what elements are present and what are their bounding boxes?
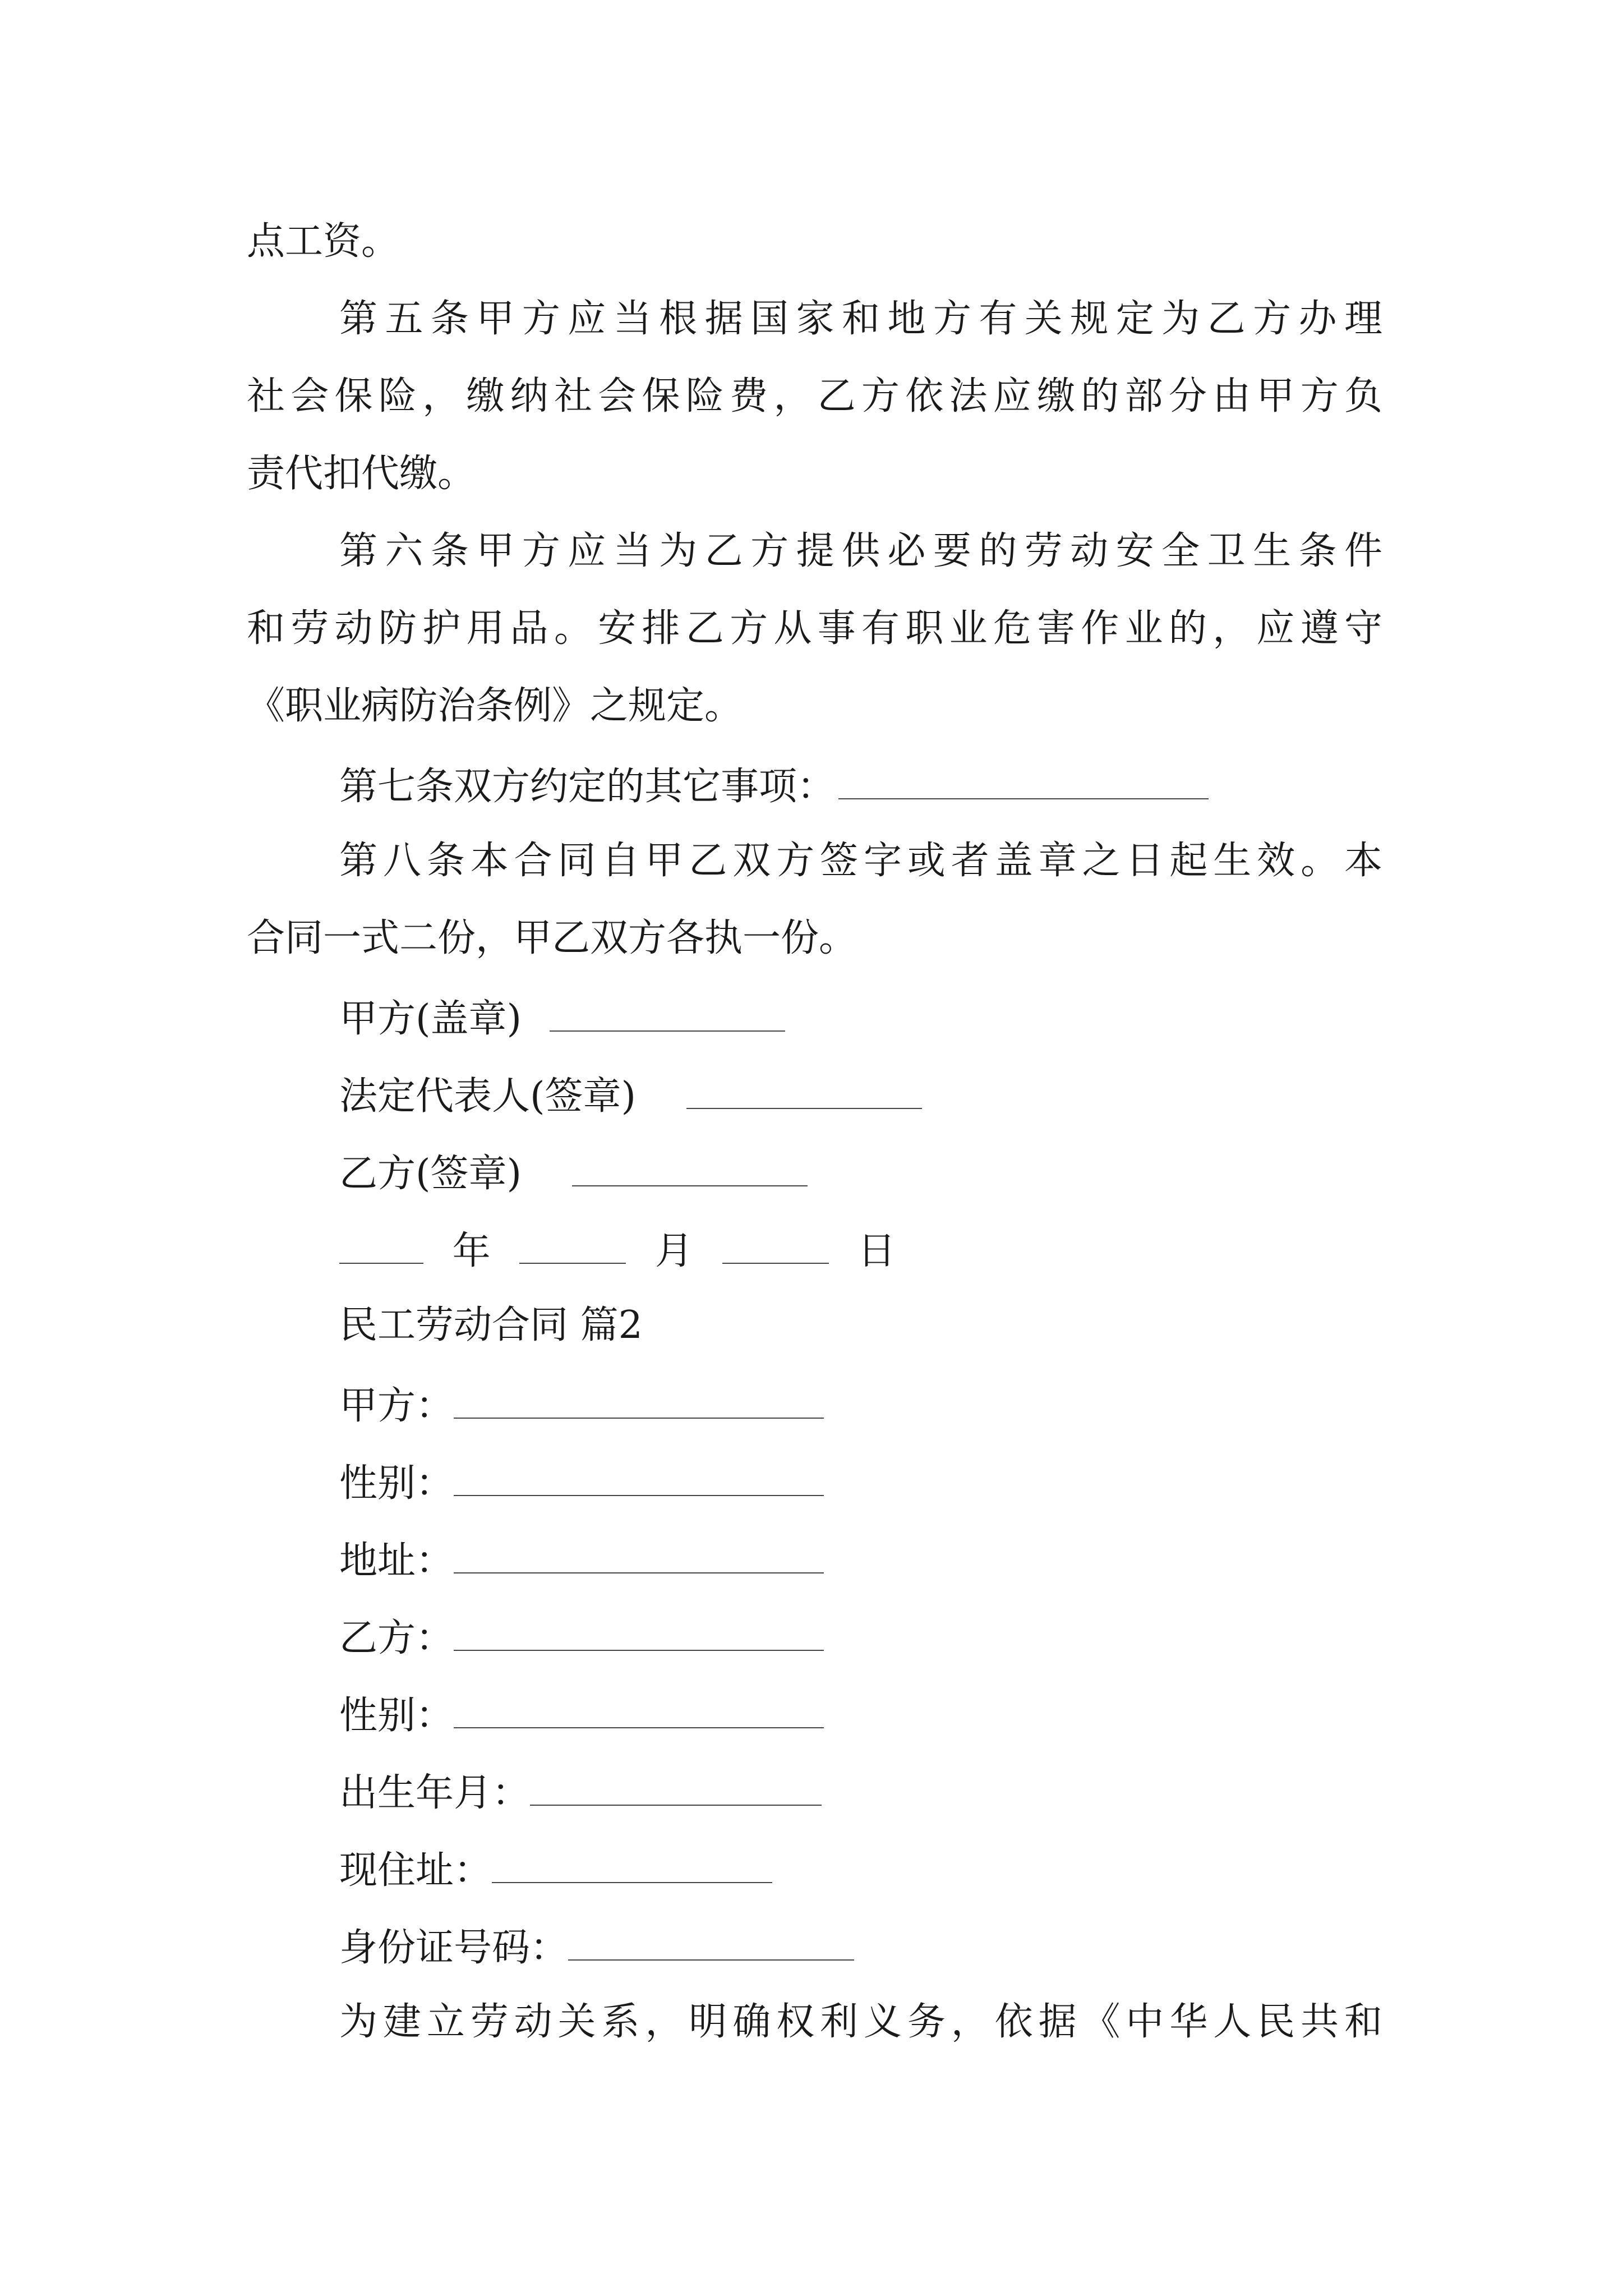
field-label: 性别：	[339, 1461, 454, 1506]
month-blank[interactable]	[519, 1229, 626, 1264]
fill-in-blank[interactable]	[454, 1384, 824, 1419]
fill-in-blank[interactable]	[454, 1461, 824, 1496]
fill-in-blank[interactable]	[454, 1694, 824, 1728]
day-label: 日	[857, 1229, 896, 1273]
fill-in-blank[interactable]	[568, 1926, 854, 1961]
paragraph-article-7	[339, 765, 1209, 809]
field-current-address	[339, 1848, 772, 1893]
text-line	[247, 219, 400, 264]
field-party-a	[339, 1384, 824, 1428]
line-text: 第八条本合同自甲乙双方签字或者盖章之日起生效。本	[339, 839, 1382, 883]
fill-in-blank[interactable]	[454, 1616, 824, 1651]
line-text: 民工劳动合同 篇2	[339, 1303, 643, 1347]
line-text: 第五条甲方应当根据国家和地方有关规定为乙方办理	[339, 297, 1382, 341]
line-text: 点工资。	[247, 219, 400, 264]
line-text: 和劳动防护用品。安排乙方从事有职业危害作业的，应遵守	[247, 606, 1382, 651]
signature-party-b	[339, 1152, 808, 1196]
signature-party-a	[339, 997, 785, 1041]
date-line	[339, 1229, 896, 1271]
paragraph-intro	[339, 2000, 1382, 2044]
field-label: 现住址：	[339, 1848, 492, 1893]
month-label: 月	[654, 1229, 693, 1273]
field-id-number	[339, 1926, 854, 1970]
text-line	[247, 606, 1382, 651]
field-label: 甲方：	[339, 1384, 454, 1428]
text-line	[247, 916, 857, 960]
line-text: 合同一式二份，甲乙双方各执一份。	[247, 916, 857, 960]
paragraph-article-5	[339, 297, 1382, 341]
line-text: 第六条甲方应当为乙方提供必要的劳动安全卫生条件	[339, 529, 1382, 573]
day-blank[interactable]	[722, 1229, 829, 1264]
field-gender-a	[339, 1461, 824, 1506]
line-text: 乙方(签章)	[339, 1152, 522, 1196]
line-text: 责代扣代缴。	[247, 452, 476, 496]
field-label: 身份证号码：	[339, 1926, 569, 1970]
fill-in-blank[interactable]	[530, 1771, 822, 1806]
field-label: 地址：	[339, 1539, 454, 1583]
text-line	[247, 374, 1382, 418]
field-label: 乙方：	[339, 1616, 454, 1660]
line-text: 为建立劳动关系，明确权利义务，依据《中华人民共和	[339, 2000, 1382, 2044]
signature-legal-representative	[339, 1074, 922, 1119]
fill-in-blank[interactable]	[572, 1152, 808, 1186]
field-party-b	[339, 1616, 824, 1658]
line-text: 社会保险，缴纳社会保险费，乙方依法应缴的部分由甲方负	[247, 374, 1382, 418]
field-address	[339, 1539, 824, 1583]
paragraph-article-6	[339, 529, 1382, 573]
text-line	[247, 452, 476, 496]
line-text: 第七条双方约定的其它事项：	[339, 765, 836, 809]
fill-in-blank[interactable]	[454, 1539, 824, 1573]
fill-in-blank[interactable]	[492, 1848, 772, 1883]
section-title	[339, 1303, 643, 1347]
field-label: 出生年月：	[339, 1771, 531, 1815]
text-line	[247, 684, 743, 728]
fill-in-blank[interactable]	[550, 997, 785, 1032]
year-blank[interactable]	[339, 1229, 423, 1264]
fill-in-blank[interactable]	[686, 1074, 922, 1109]
line-text: 法定代表人(签章)	[339, 1074, 637, 1119]
paragraph-article-8	[339, 839, 1382, 883]
line-text: 甲方(盖章)	[339, 997, 522, 1041]
field-gender-b	[339, 1694, 824, 1738]
line-text: 《职业病防治条例》之规定。	[247, 684, 743, 728]
year-label: 年	[452, 1229, 491, 1273]
field-label: 性别：	[339, 1694, 454, 1738]
fill-in-blank[interactable]	[838, 765, 1209, 799]
field-birth	[339, 1771, 822, 1815]
